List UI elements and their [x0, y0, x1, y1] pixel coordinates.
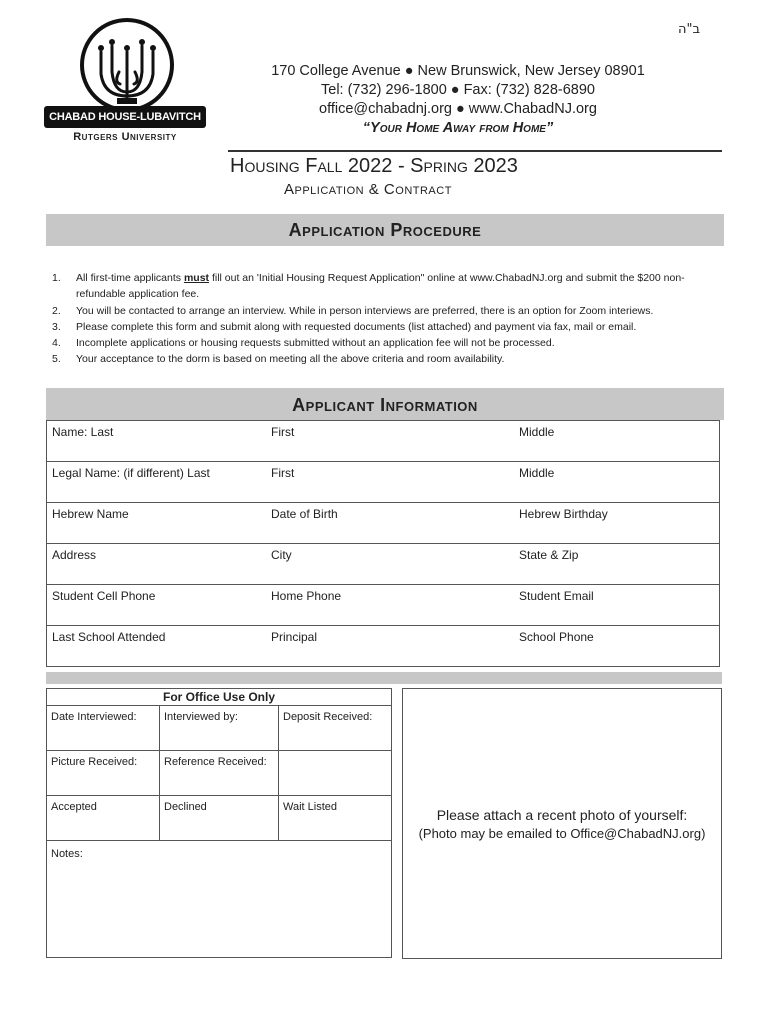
applicant-heading: Applicant Information [46, 388, 724, 420]
form-row-school[interactable] [47, 625, 719, 666]
field-label: Student Email [519, 589, 594, 603]
field-label: Name: Last [52, 425, 114, 439]
office-cell[interactable]: Declined [160, 796, 279, 840]
field-label: State & Zip [519, 548, 579, 562]
field-label: Last School Attended [52, 630, 166, 644]
photo-instruction: Please attach a recent photo of yourself: [436, 807, 688, 823]
list-item: 3. Please complete this form and submit along with requested documents (list attached) and payment via fax, mail or email. [52, 320, 637, 333]
form-row-phone[interactable] [47, 584, 719, 625]
office-use-box [46, 688, 392, 958]
office-cell[interactable]: Wait Listed [283, 801, 338, 813]
bet-hei-mark: ב"ה [678, 22, 700, 37]
hands-menorah-icon [80, 18, 174, 112]
office-cell[interactable]: Reference Received: [160, 751, 279, 795]
applicant-form [46, 420, 720, 667]
office-cell[interactable]: Deposit Received: [283, 711, 373, 723]
office-cell[interactable]: Interviewed by: [160, 706, 279, 750]
chabad-logo [44, 18, 210, 146]
header-divider [228, 150, 722, 152]
email-web-line: office@chabadnj.org ● www.ChabadNJ.org [319, 101, 597, 117]
photo-box[interactable] [402, 688, 722, 959]
field-label: Date of Birth [271, 507, 338, 521]
field-label: Student Cell Phone [52, 589, 156, 603]
list-item: 4. Incomplete applications or housing requests submitted without an application fee will not be processed. [52, 337, 555, 350]
office-cell[interactable]: Accepted [47, 796, 160, 840]
field-label: Principal [271, 630, 318, 644]
field-label: Address [52, 548, 97, 562]
section-divider [46, 672, 722, 684]
list-item: 5. Your acceptance to the dorm is based on meeting all the above criteria and room availability. [52, 353, 505, 366]
logo-banner: CHABAD HOUSE-LUBAVITCH [44, 106, 206, 128]
procedure-heading: Application Procedure [46, 214, 724, 246]
office-row [47, 751, 391, 796]
field-label: Middle [519, 425, 555, 439]
field-label: Hebrew Name [52, 507, 129, 521]
field-label: First [271, 466, 295, 480]
contact-block [240, 62, 676, 138]
photo-email-note: (Photo may be emailed to Office@ChabadNJ.org) [418, 826, 706, 841]
address-line: 170 College Avenue ● New Brunswick, New Jersey 08901 [271, 63, 645, 79]
page-title: Housing Fall 2022 - Spring 2023 [230, 155, 518, 177]
office-row [47, 706, 391, 751]
list-item: 2. You will be contacted to arrange an interview. While in person interviews are preferred, there is an option for Zoom interiews. [52, 304, 654, 317]
office-cell[interactable]: Picture Received: [47, 751, 160, 795]
procedure-list [52, 270, 720, 368]
office-use-heading: For Office Use Only [47, 689, 391, 706]
form-row-name[interactable] [47, 420, 719, 461]
list-item: 1. All first-time applicants must fill out an 'Initial Housing Request Application" online at www.ChabadNJ.org and submit the $200 non-refundable application fee. [52, 272, 685, 301]
field-label: Hebrew Birthday [519, 507, 608, 521]
tagline: “Your Home Away from Home” [362, 120, 554, 136]
field-label: City [271, 548, 292, 562]
field-label: First [271, 425, 295, 439]
form-row-address[interactable] [47, 543, 719, 584]
field-label: Middle [519, 466, 555, 480]
office-notes[interactable]: Notes: [51, 848, 83, 860]
field-label: Home Phone [271, 589, 342, 603]
office-cell[interactable] [279, 751, 391, 795]
office-cell[interactable]: Date Interviewed: [47, 706, 160, 750]
logo-subtitle: Rutgers University [73, 131, 177, 143]
phone-line: Tel: (732) 296-1800 ● Fax: (732) 828-6890 [321, 82, 595, 98]
form-row-legal-name[interactable] [47, 461, 719, 502]
office-row [47, 796, 391, 841]
field-label: Legal Name: (if different) Last [52, 466, 210, 480]
field-label: School Phone [519, 630, 594, 644]
page-subtitle: Application & Contract [284, 181, 452, 198]
form-row-hebrew[interactable] [47, 502, 719, 543]
